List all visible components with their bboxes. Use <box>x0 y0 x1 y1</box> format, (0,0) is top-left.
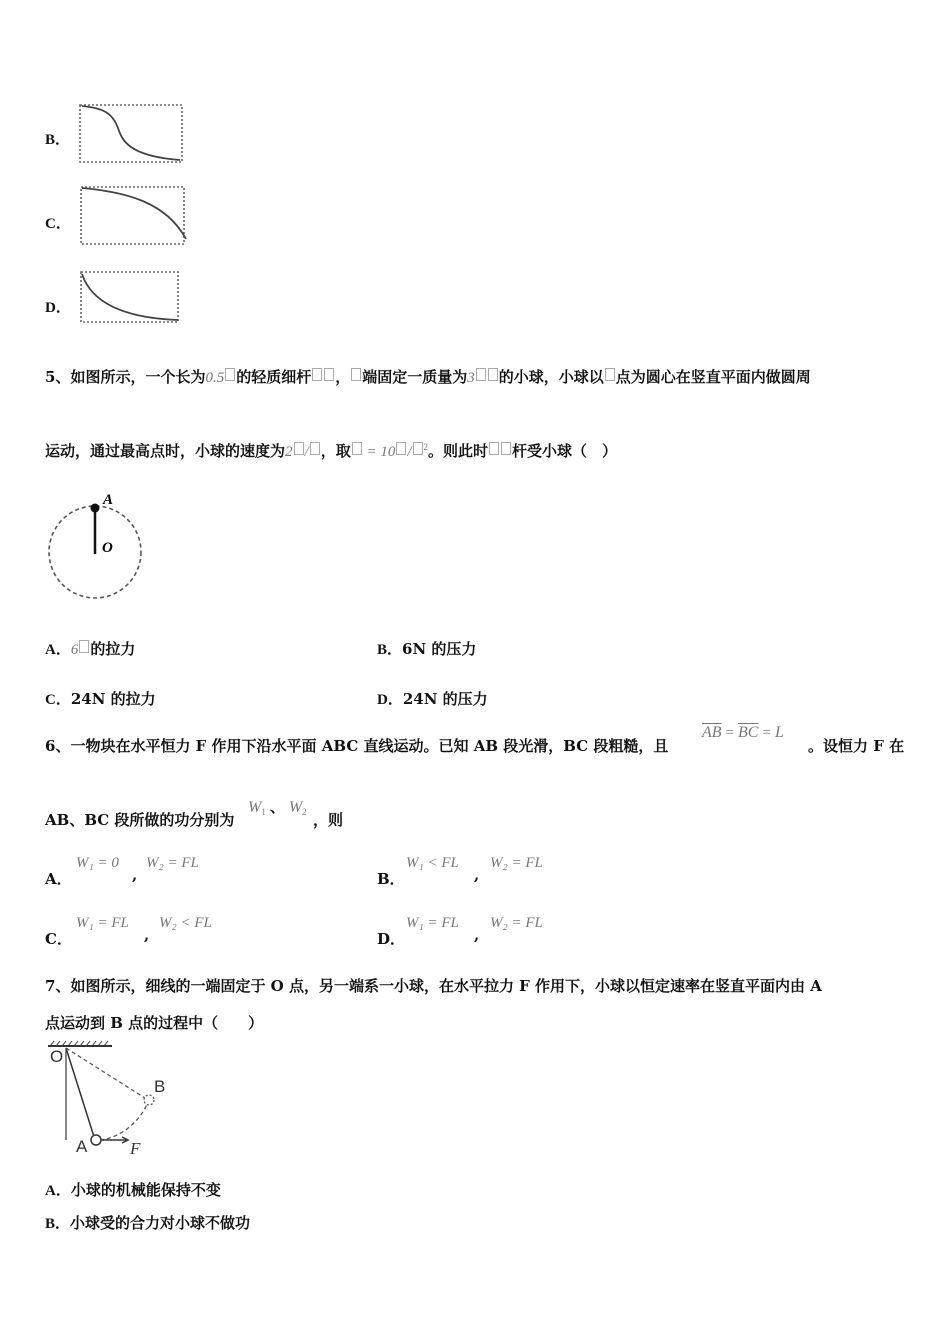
label-f: F <box>130 1139 141 1158</box>
q7-line-1: 7、如图所示，细线的一端固定于 O 点，另一端系一小球，在水平拉力 F 作用下，小球以恒定速率在竖直平面内由 A <box>45 977 822 995</box>
speed-value: 2 / <box>285 444 321 460</box>
gravity-value: = 10 / $^2$ <box>351 444 428 460</box>
q6-option-d-label: D． <box>377 930 406 948</box>
q5-option-b: B．6N 的压力 <box>377 640 477 658</box>
mass-value: 3 <box>467 370 499 386</box>
q5-circle-figure <box>40 488 150 608</box>
force-value: 6 <box>71 642 91 658</box>
q6-option-b-label: B． <box>377 870 405 888</box>
ball <box>91 504 100 513</box>
q6-option-c-expr1: W₁ = FL <box>76 915 129 931</box>
q6-option-a-expr1: W₁ = 0 <box>76 855 119 871</box>
label-a: A <box>103 492 114 508</box>
q6-line-1: 6、一物块在水平恒力 F 作用下沿水平面 ABC 直线运动。已知 AB 段光滑，BC 段粗糙，且 <box>45 737 669 755</box>
q6-option-a-label: A． <box>45 870 72 888</box>
graph-c <box>76 184 190 248</box>
q6-option-d-expr2: W₂ = FL <box>490 915 543 931</box>
q6-option-b-expr1: W₁ < FL <box>406 855 459 871</box>
q6-option-b-expr2: W₂ = FL <box>490 855 543 871</box>
q5-line-1: 5、如图所示，一个长为0.5 的轻质细杆 ， 端固定一质量为3 的小球，小球以 点为圆心在竖直平面内做圆周 <box>45 368 811 386</box>
q5-option-c: C．24N 的拉力 <box>45 690 156 708</box>
q5-line-2: 运动，通过最高点时，小球的速度为2 / ，取 = 10 / $^2$。则此时 杆受小球（ ） <box>45 442 618 460</box>
label-a: A <box>76 1137 88 1156</box>
graph-b <box>76 102 186 166</box>
q6-line-2-end: ，则 <box>313 811 344 829</box>
q5-option-d: D．24N 的压力 <box>377 690 488 708</box>
q7-line-2: 点运动到 B 点的过程中（ ） <box>45 1014 264 1032</box>
option-label-c: C． <box>45 216 71 232</box>
q7-option-a: A．小球的机械能保持不变 <box>45 1181 221 1199</box>
q7-pendulum-figure <box>40 1040 180 1160</box>
label-o: O <box>102 540 113 556</box>
ball-a <box>91 1135 101 1145</box>
label-o: O <box>50 1047 64 1066</box>
q6-line-2: AB、BC 段所做的功分别为 <box>45 811 235 829</box>
w1-w2: $W_1$ 、 $W_2$ <box>248 798 307 817</box>
graph-d <box>76 268 184 326</box>
label-b: B <box>154 1077 166 1096</box>
q6-option-c-expr2: W₂ < FL <box>159 915 212 931</box>
q6-line-1-end: 。设恒力 F 在 <box>808 737 905 755</box>
length-value: 0.5 <box>205 370 236 386</box>
q6-option-d-expr1: W₁ = FL <box>406 915 459 931</box>
q7-option-b: B．小球受的合力对小球不做功 <box>45 1214 251 1232</box>
ab-bc-equation: $\overline{AB} = \overline{BC} = L$ <box>702 724 784 741</box>
option-label-b: B． <box>45 132 71 148</box>
q6-option-c-label: C． <box>45 930 72 948</box>
q6-option-a-expr2: W₂ = FL <box>146 855 199 871</box>
option-label-d: D． <box>45 300 71 316</box>
ball-b <box>144 1095 154 1105</box>
q5-option-a: A．6 的拉力 <box>45 640 136 658</box>
